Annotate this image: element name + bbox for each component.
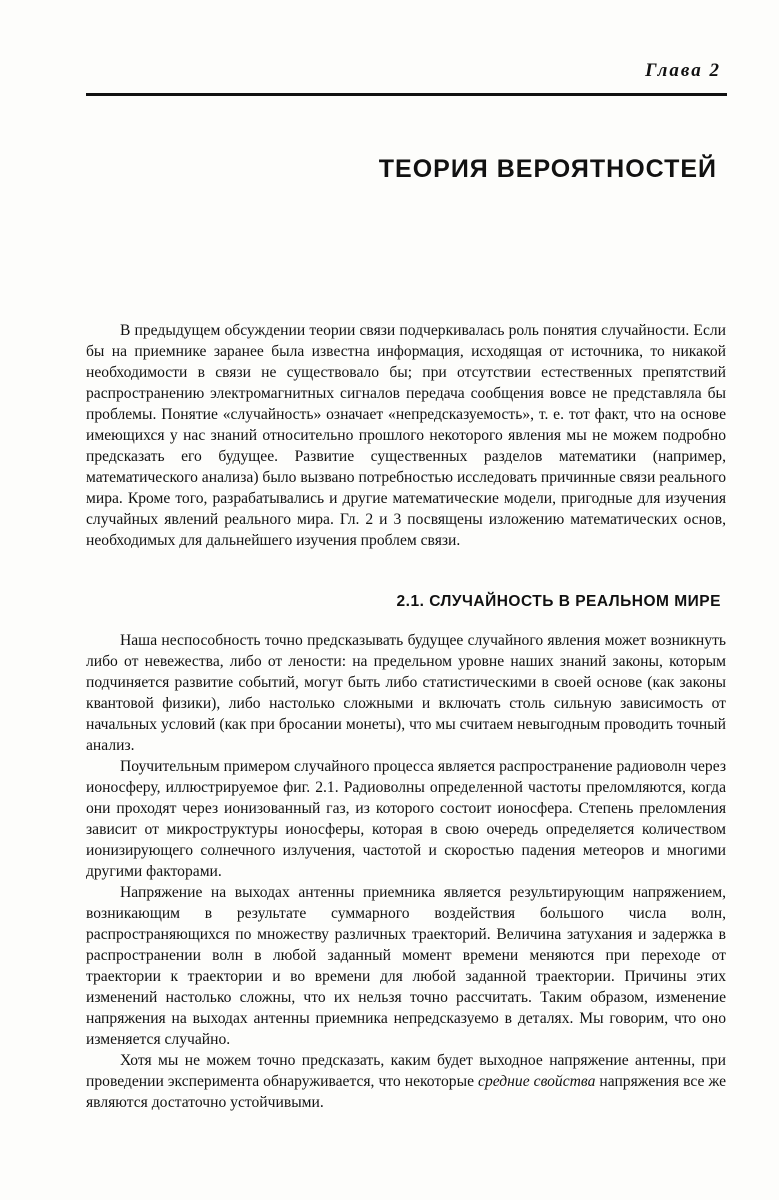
body-paragraph: Поучительным примером случайного процесса является распространение радиоволн через ионосферу, иллюстрируемое фиг. 2.1. Радиоволны определенной частоты преломляются, когда они проходят через ионизованный газ, из которого состоит ионосфера. Степень преломления зависит от микроструктуры ионосферы, которая в свою очередь определяется количеством ионизирующего солнечного излучения, частотой и скоростью падения метеоров и многими другими факторами. [86,758,726,880]
text-run: напряжения все же являются достаточно устойчивыми. [86,1073,726,1111]
body-paragraph: Наша неспособность точно предсказывать будущее случайного явления может возникнуть либо от невежества, либо от лености: на предельном уровне наших знаний законы, которым подчиняется развитие событий, могут быть либо статистическими в своей основе (как законы квантовой физики), либо настолько сложными и включать столь сильную зависимость от начальных условий (как при бросании монеты), что мы считаем невыгодным проводить точный анализ. [86,632,726,754]
emphasized-term: средние свойства [478,1073,596,1090]
intro-paragraph: В предыдущем обсуждении теории связи подчеркивалась роль понятия случайности. Если бы на приемнике заранее была известна информация, исходящая от источника, то никакой необходимости в связи не существовало бы; при отсутствии естественных препятствий распространению электромагнитных сигналов передача сообщения вовсе не представляла бы проблемы. Понятие «случайность» означает «непредсказуемость», т. е. тот факт, что на основе имеющихся у нас знаний относительно прошлого некоторого явления мы не можем подробно предсказать его будущее. Развитие существенных разделов математики (например, математического анализа) было вызвано потребностью исследовать причинные связи реального мира. Кроме того, разрабатывались и другие математические модели, пригодные для изучения случайных явлений реального мира. Гл. 2 и 3 посвящены изложению математических основ, необходимых для дальнейшего изучения проблем связи. [86,322,726,549]
header-rule [86,93,727,96]
section-body [86,630,726,1113]
chapter-title: ТЕОРИЯ ВЕРОЯТНОСТЕЙ [378,155,717,183]
text-run: Хотя мы не можем точно предсказать, каким будет выходное напряжение антенны, при проведении эксперимента обнаруживается, что некоторые [86,1052,726,1090]
body-paragraph-last [86,1050,726,1113]
body-paragraph: Напряжение на выходах антенны приемника является результирующим напряжением, возникающим в результате суммарного воздействия большого числа волн, распространяющихся по множеству различных траекторий. Величина затухания и задержка в распространении волн в любой заданный момент времени меняются при переходе от траектории к траектории и во времени для любой заданной траектории. Причины этих изменений настолько сложны, что их нельзя точно рассчитать. Таким образом, изменение напряжения на выходах антенны приемника непредсказуемо в деталях. Мы говорим, что оно изменяется случайно. [86,884,726,1048]
section-heading: 2.1. СЛУЧАЙНОСТЬ В РЕАЛЬНОМ МИРЕ [396,593,721,610]
chapter-label: Глава 2 [645,60,721,81]
